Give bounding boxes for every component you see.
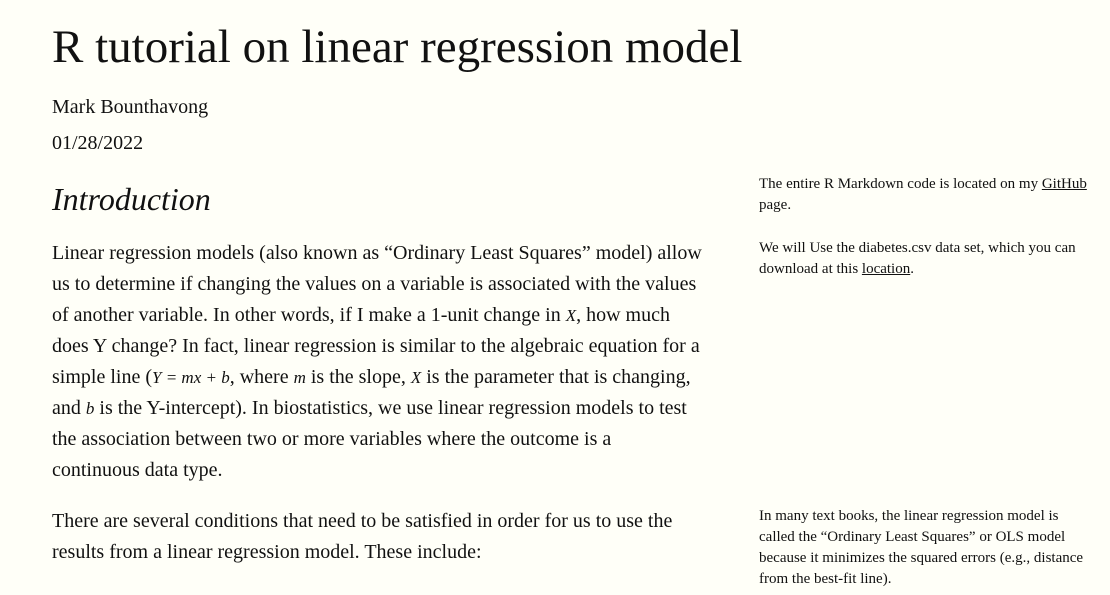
sidenote-dataset-text-before: We will Use the diabetes.csv data set, which you can download at this — [759, 240, 1076, 277]
section-heading-introduction: Introduction — [52, 181, 211, 217]
dataset-location-link[interactable]: location — [861, 261, 911, 277]
intro-text-3: , where — [229, 366, 294, 388]
math-b: b — [85, 399, 95, 418]
intro-text-4: is the slope, — [305, 366, 411, 388]
sidenote-github-text-after: page. — [759, 197, 792, 213]
sidenote-dataset — [759, 238, 1089, 280]
page-title: R tutorial on linear regression model — [52, 21, 743, 73]
intro-text-2: , how much does Y change? In fact, linear regression is similar to the algebraic equation for a simple line ( — [52, 304, 700, 388]
intro-text-1: Linear regression models (also known as “Ordinary Least Squares” model) allow us to determine if changing the values on a variable is associated with the values of another variable. In other words, if I make a 1-unit change in — [52, 242, 702, 326]
sidenote-dataset-text-after: . — [910, 261, 914, 277]
math-m: m — [293, 368, 306, 387]
publish-date: 01/28/2022 — [52, 132, 144, 154]
intro-text-6: is the Y-intercept). In biostatistics, we use linear regression models to test the association between two or more variables where the outcome is a continuous data type. — [52, 397, 687, 481]
conditions-paragraph: There are several conditions that need to be satisfied in order for us to use the results from a linear regression model. These include: — [52, 510, 673, 563]
intro-text-5: is the parameter that is changing, and — [52, 366, 691, 419]
sidenote-github-text-before: The entire R Markdown code is located on my — [759, 176, 1042, 192]
sidenote-github — [759, 174, 1089, 216]
math-x: X — [565, 306, 577, 325]
sidenote-ols: In many text books, the linear regression model is called the “Ordinary Least Squares” or OLS model because it minimizes the squared errors (e.g., distance from the best-fit line). — [759, 508, 1084, 587]
math-x-2: X — [410, 368, 422, 387]
github-link[interactable]: GitHub — [1041, 176, 1087, 192]
author-name: Mark Bounthavong — [52, 96, 209, 118]
math-line-equation: Y = mx + b — [151, 368, 230, 387]
intro-paragraph — [52, 238, 702, 486]
